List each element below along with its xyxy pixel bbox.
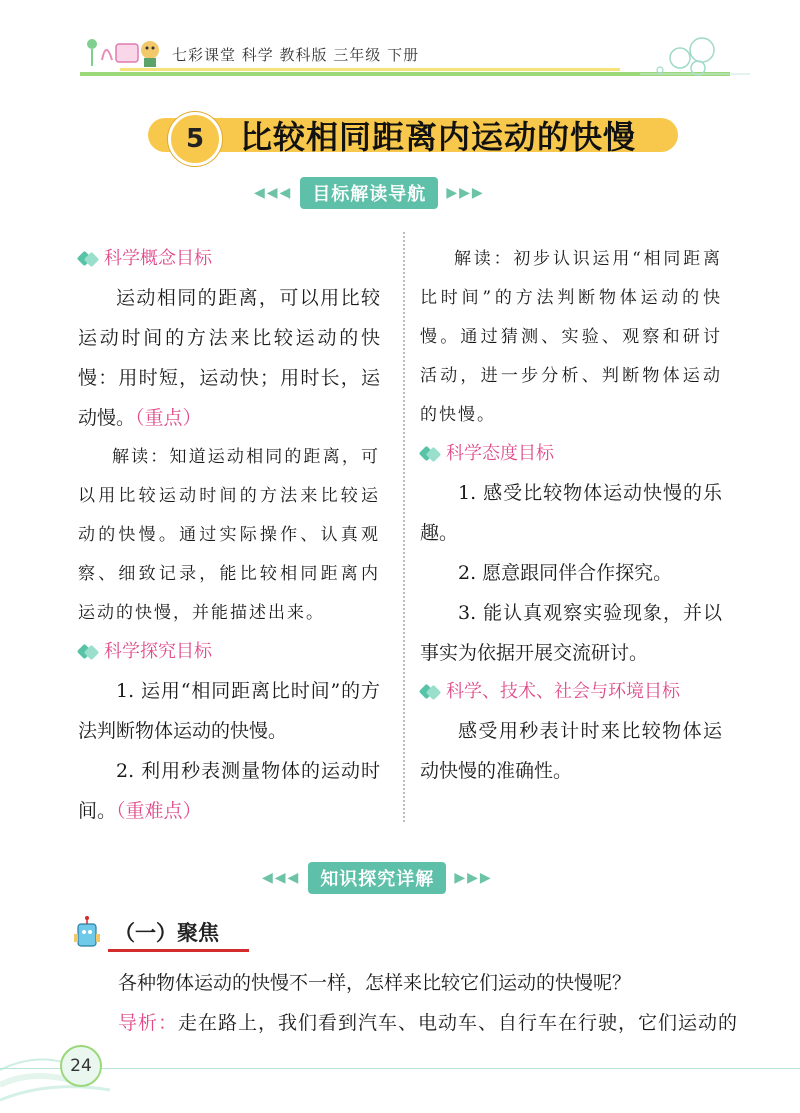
decorative-circles-icon — [640, 30, 760, 80]
concept-goal-text: 运动相同的距离，可以用比较运动时间的方法来比较运动的快慢：用时短，运动快；用时长，运动慢。（重点） — [78, 287, 380, 429]
left-arrows-icon: ◀◀◀ — [262, 870, 301, 886]
focus-analysis — [118, 1008, 738, 1035]
right-column — [420, 240, 722, 791]
attitude-goal-heading: 科学态度目标 — [420, 437, 722, 471]
goals-banner-label: 目标解读导航 — [300, 177, 438, 209]
analysis-label: 导析： — [118, 1012, 179, 1034]
header-rule — [80, 72, 730, 76]
knowledge-banner — [262, 862, 493, 894]
series-logo-icon — [82, 30, 162, 70]
inquiry-goal-2: 2. 利用秒表测量物体的运动时间。（重难点） — [78, 760, 380, 822]
left-arrows-icon: ◀◀◀ — [254, 185, 293, 201]
hexagon-icon — [78, 643, 98, 661]
right-arrows-icon: ▶▶▶ — [454, 870, 493, 886]
header-accent-line — [120, 68, 620, 71]
key-point-tag: （重点） — [135, 407, 202, 429]
left-column — [78, 240, 380, 831]
lesson-title: 比较相同距离内运动的快慢 — [240, 118, 637, 156]
inquiry-goal-1: 1. 运用“相同距离比时间”的方法判断物体运动的快慢。 — [78, 680, 380, 742]
hexagon-icon — [420, 683, 440, 701]
hexagon-icon — [420, 445, 440, 463]
goals-banner — [254, 177, 485, 209]
sts-goal-heading: 科学、技术、社会与环境目标 — [420, 675, 722, 709]
concept-interpretation: 解读：知道运动相同的距离，可以用比较运动时间的方法来比较运动的快慢。通过实际操作、认真观察、细致记录，能比较相同距离内运动的快慢，并能描述出来。 — [78, 447, 380, 623]
attitude-goal-1: 1. 感受比较物体运动快慢的乐趣。 — [420, 482, 722, 544]
knowledge-banner-label: 知识探究详解 — [308, 862, 446, 894]
inquiry-interpretation: 解读：初步认识运用“相同距离比时间”的方法判断物体运动的快慢。通过猜测、实验、观察和研讨活动，进一步分析、判断物体运动的快慢。 — [420, 249, 722, 425]
lesson-number: 5 — [168, 112, 222, 166]
focus-heading — [72, 916, 249, 952]
series-info: 七彩课堂 科学 教科版 三年级 下册 — [172, 46, 420, 64]
concept-goal-heading: 科学概念目标 — [78, 242, 380, 276]
attitude-goal-3: 3. 能认真观察实验现象，并以事实为依据开展交流研讨。 — [420, 602, 722, 664]
difficulty-tag: （重难点） — [116, 800, 202, 822]
page-number: 24 — [60, 1045, 102, 1087]
focus-question: 各种物体运动的快慢不一样，怎样来比较它们运动的快慢呢？ — [118, 972, 632, 994]
hexagon-icon — [78, 250, 98, 268]
analysis-text: 走在路上，我们看到汽车、电动车、自行车在行驶，它们运动的 — [178, 1012, 739, 1034]
focus-title: （一）聚焦 — [108, 917, 249, 952]
sts-goal-1: 感受用秒表计时来比较物体运动快慢的准确性。 — [420, 720, 722, 782]
column-divider — [403, 232, 405, 822]
attitude-goal-2: 2. 愿意跟同伴合作探究。 — [458, 562, 673, 584]
footer-rule — [0, 1068, 800, 1069]
inquiry-goal-heading: 科学探究目标 — [78, 635, 380, 669]
robot-mascot-icon — [72, 916, 102, 952]
right-arrows-icon: ▶▶▶ — [446, 185, 485, 201]
